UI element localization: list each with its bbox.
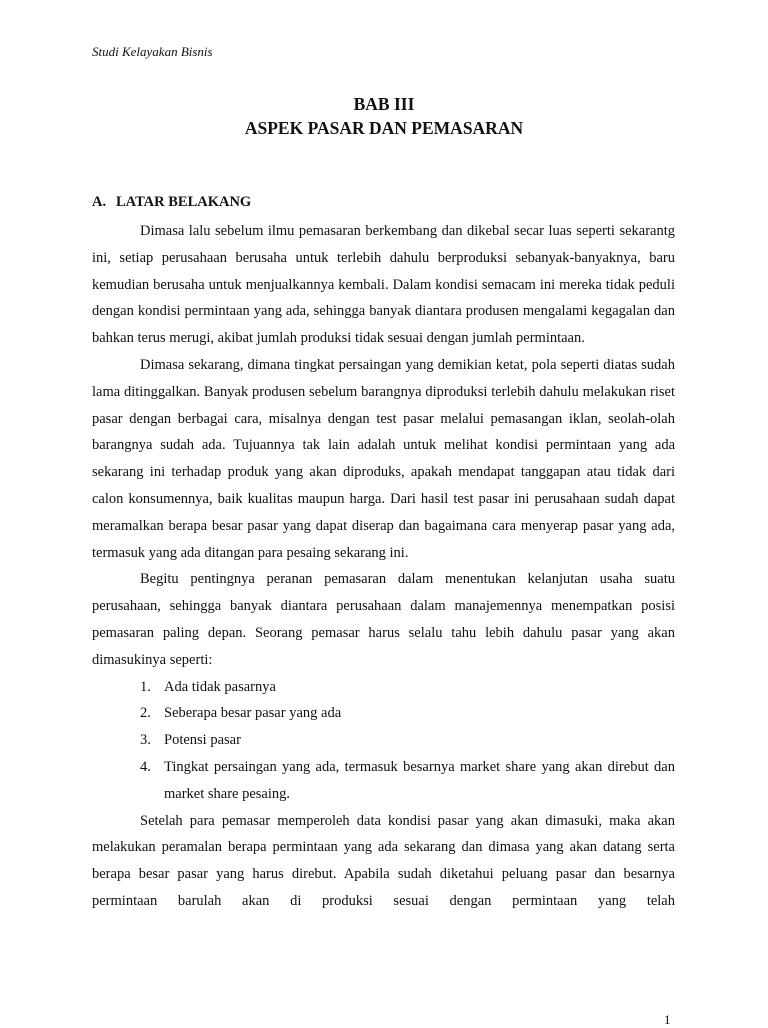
paragraph: Setelah para pemasar memperoleh data kondisi pasar yang akan dimasuki, maka akan melakukan peramalan berapa permintaan yang ada sekarang dan dimasa yang akan datang serta berapa besar pasar yang harus direbut. Apabila sudah diketahui peluang pasar dan besarnya permintaan barulah akan di produksi sesuai dengan permintaan yang telah: [92, 812, 675, 909]
list-item: [92, 674, 675, 701]
page-number: 1: [664, 1012, 671, 1027]
chapter-title: [0, 92, 768, 140]
section-number: A.: [92, 194, 107, 210]
section-heading: [92, 194, 251, 211]
list-marker: 3.: [140, 732, 151, 749]
list-marker: 2.: [140, 705, 151, 722]
list-item: [92, 700, 675, 727]
list-marker: 1.: [140, 678, 151, 695]
list-item-text: Potensi pasar: [164, 732, 241, 749]
list-item-text: Ada tidak pasarnya: [164, 678, 276, 695]
section-title: LATAR BELAKANG: [116, 194, 252, 210]
paragraph: Dimasa sekarang, dimana tingkat persaingan yang demikian ketat, pola seperti diatas sudah lama ditinggalkan. Banyak produsen sebelum barangnya diproduksi terlebih dahulu melakukan riset pasar dengan berbagai cara, misalnya dengan test pasar melalui pemasangan iklan, seolah-olah barangnya sudah ada. Tujuannya tak lain adalah untuk melihat kondisi permintaan yang ada sekarang ini terhadap produk yang akan diproduks, apakah mendapat tanggapan atau tidak dari calon konsumennya, baik kualitas maupun harga. Dari hasil test pasar ini perusahaan sudah dapat meramalkan berapa besar pasar yang dapat diserap dan bagaimana cara menyerap pasar yang ada, termasuk yang ada ditangan para pesaing sekarang ini.: [92, 356, 675, 561]
list-item: [92, 727, 675, 754]
paragraph: Dimasa lalu sebelum ilmu pemasaran berkembang dan dikebal secar luas seperti sekarantg ini, setiap perusahaan berusaha untuk terlebih dahulu berproduksi sebanyak-banyaknya, baru kemudian berusaha untuk menjualkannya kembali. Dalam kondisi semacam ini mereka tidak peduli dengan kondisi permintaan yang ada, sehingga banyak diantara produsen mengalami kegagalan dan bahkan terus merugi, akibat jumlah produksi tidak sesuai dengan jumlah permintaan.: [92, 223, 675, 347]
paragraph: Begitu pentingnya peranan pemasaran dalam menentukan kelanjutan usaha suatu perusahaan, sehingga banyak diantara perusahaan dalam manajemennya menempatkan posisi pemasaran paling depan. Seorang pemasar harus selalu tahu lebih dahulu pasar yang akan dimasukinya seperti:: [92, 571, 675, 668]
list-item-text: Seberapa besar pasar yang ada: [164, 705, 342, 722]
running-header: Studi Kelayakan Bisnis: [92, 44, 213, 59]
list-item-text: Tingkat persaingan yang ada, termasuk besarnya market share yang akan direbut dan market share pesaing.: [164, 758, 675, 802]
numbered-list: [92, 674, 675, 808]
list-marker: 4.: [140, 758, 151, 775]
chapter-name: ASPEK PASAR DAN PEMASARAN: [244, 118, 524, 138]
chapter-number: BAB III: [353, 94, 415, 114]
body-text: [92, 218, 675, 915]
list-item: [92, 754, 675, 808]
